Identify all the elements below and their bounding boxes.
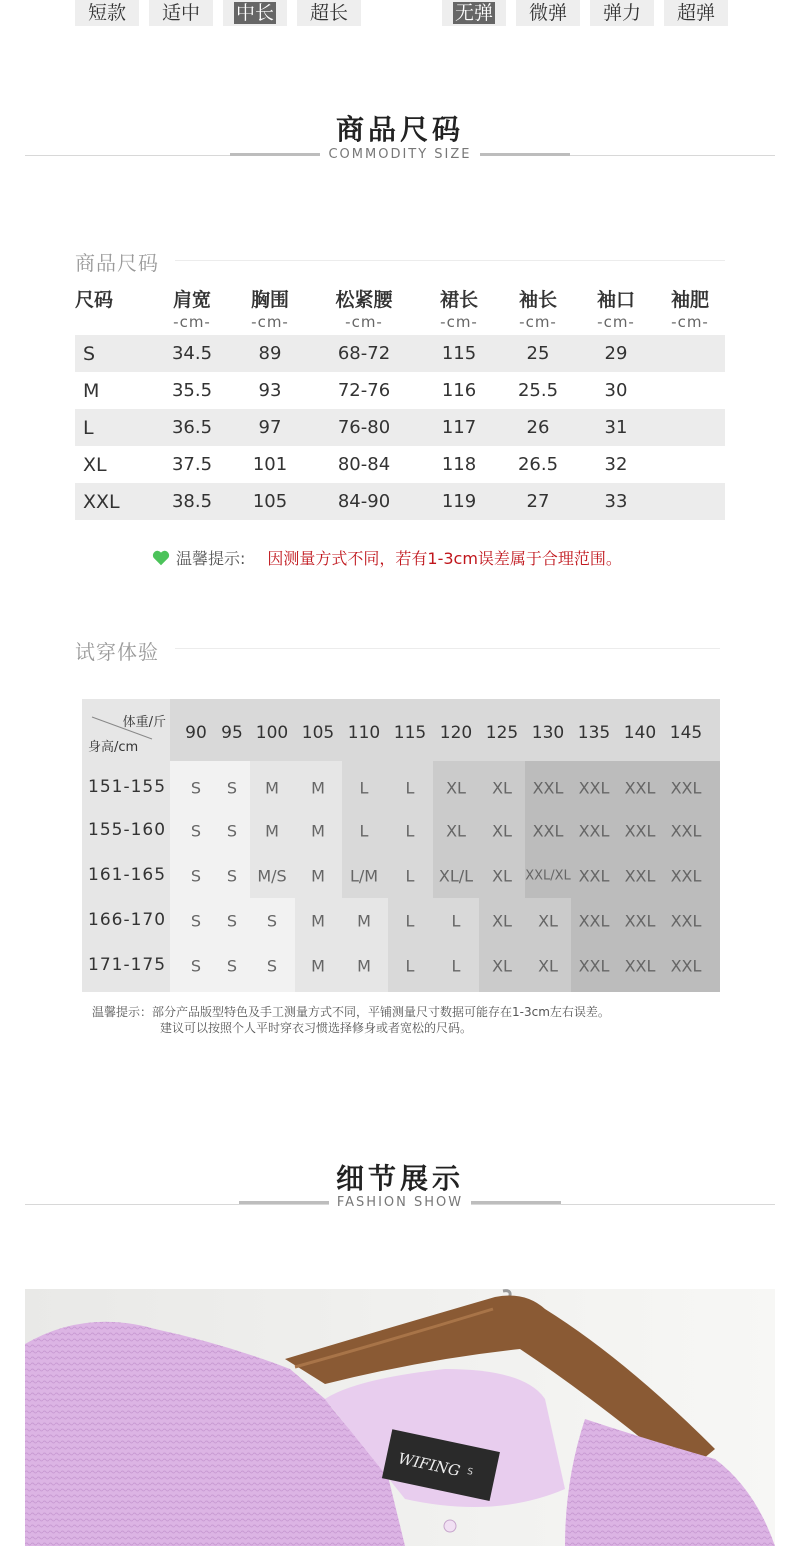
table-cell: 37.5 [171, 454, 213, 475]
size-tip [152, 546, 622, 569]
table-cell: 105 [252, 491, 288, 512]
height-column [82, 761, 170, 992]
tryon-size-cell: XL/L [438, 866, 474, 886]
brand-label-size: S [466, 1466, 474, 1478]
tryon-size-cell: XXL [624, 821, 656, 841]
tryon-size-cell: XXL [532, 821, 564, 841]
size-header-unit: -cm- [345, 313, 383, 331]
weight-header [170, 699, 720, 761]
height-axis-label: 身高/cm [88, 740, 139, 755]
size-header-unit: -cm- [519, 313, 557, 331]
tryon-size-cell: XXL [670, 821, 702, 841]
tryon-size-cell: L [359, 821, 369, 841]
tryon-size-cell: S [226, 911, 238, 931]
table-cell: 36.5 [171, 417, 213, 438]
tryon-size-cell: L [405, 866, 415, 886]
table-cell: 31 [604, 417, 628, 438]
height-label: 171-175 [88, 955, 167, 975]
weight-label: 105 [301, 723, 335, 743]
table-cell: 35.5 [171, 380, 213, 401]
tryon-size-cell: L [405, 778, 415, 798]
elastic-option-label: 微弹 [528, 2, 567, 24]
tryon-size-cell: M [311, 821, 325, 841]
tryon-size-cell: XXL [624, 778, 656, 798]
size-header-label: 尺码 [75, 289, 114, 311]
table-cell: 25 [526, 343, 550, 364]
size-header-unit: -cm- [671, 313, 709, 331]
tryon-size-cell: XXL [578, 866, 610, 886]
size-header-unit: -cm- [173, 313, 211, 331]
corner-label [82, 699, 170, 761]
tryon-size-cell: XXL [670, 911, 702, 931]
weight-label: 125 [485, 723, 519, 743]
table-cell: 32 [604, 454, 628, 475]
table-cell: 33 [604, 491, 628, 512]
size-header-label: 肩宽 [172, 289, 211, 311]
weight-label: 140 [623, 723, 657, 743]
tryon-size-cell: S [190, 956, 202, 976]
table-cell: 118 [441, 454, 477, 475]
size-table [75, 287, 725, 520]
tryon-size-cell: M [357, 911, 371, 931]
tryon-tip [92, 1004, 610, 1036]
tryon-size-cell: L/M [349, 866, 379, 886]
weight-label: 145 [669, 723, 703, 743]
length-option [223, 0, 287, 26]
dress-on-hanger-image [25, 1289, 775, 1546]
tryon-title-text: 试穿体验 [75, 640, 159, 664]
weight-axis-label: 体重/斤 [122, 715, 166, 730]
table-cell: XL [83, 453, 107, 476]
table-cell: 27 [526, 491, 550, 512]
table-cell: 89 [258, 343, 282, 364]
tryon-size-cell: XXL [578, 778, 610, 798]
tryon-size-cell: S [226, 956, 238, 976]
weight-label: 115 [393, 723, 427, 743]
tryon-size-cell: XXL [624, 956, 656, 976]
size-table-title-text: 商品尺码 [75, 251, 159, 275]
size-header-cell [153, 287, 231, 335]
length-option [149, 0, 213, 26]
tryon-size-cell: XL [446, 821, 466, 841]
size-header-cell [419, 287, 499, 335]
elastic-option [664, 0, 728, 26]
tryon-tip-line2: 建议可以按照个人平时穿衣习惯选择修身或者宽松的尺码。 [160, 1021, 473, 1035]
size-header-label: 松紧腰 [335, 289, 393, 311]
tryon-size-cell: L [451, 911, 461, 931]
table-cell: 117 [441, 417, 477, 438]
table-row [75, 409, 725, 446]
tryon-size-cell: M [311, 956, 325, 976]
tryon-size-cell: XL [492, 778, 512, 798]
tryon-size-cell: S [226, 866, 238, 886]
table-cell: 93 [258, 380, 282, 401]
table-cell: 116 [441, 380, 477, 401]
size-header-cell [309, 287, 419, 335]
size-header-label: 袖肥 [670, 289, 709, 311]
tryon-size-cell: L [359, 778, 369, 798]
elastic-option [590, 0, 654, 26]
tryon-tip-line1: 温馨提示：部分产品版型特色及手工测量方式不同，平铺测量尺寸数据可能存在1-3cm左右误差。 [92, 1005, 610, 1019]
section-title: 细节展示 [335, 1162, 464, 1195]
tryon-size-cell: M [265, 778, 279, 798]
tryon-size-cell: S [226, 778, 238, 798]
size-header-cell [499, 287, 577, 335]
table-cell: 84-90 [337, 491, 391, 512]
elastic-options [442, 0, 728, 26]
size-table-header [75, 287, 725, 335]
table-row [75, 372, 725, 409]
size-header-label: 袖长 [518, 289, 557, 311]
tryon-size-cell: M [265, 821, 279, 841]
length-option [297, 0, 361, 26]
table-cell: S [83, 342, 96, 365]
tryon-size-cell: XXL [624, 866, 656, 886]
tryon-size-cell: M [357, 956, 371, 976]
section-header-size [25, 108, 775, 168]
height-label: 155-160 [88, 820, 167, 840]
table-cell: 80-84 [337, 454, 391, 475]
table-cell: XXL [83, 490, 120, 513]
table-row [75, 483, 725, 520]
section-title: 商品尺码 [335, 113, 464, 146]
tryon-size-cell: XXL [624, 911, 656, 931]
table-cell: 38.5 [171, 491, 213, 512]
tryon-size-cell: XXL [670, 866, 702, 886]
tryon-size-cell: XL [538, 911, 558, 931]
tryon-size-cell: XXL [670, 956, 702, 976]
height-label: 151-155 [88, 777, 167, 797]
length-options [75, 0, 361, 26]
tryon-size-cell: M/S [257, 866, 287, 886]
size-table-body [75, 335, 725, 520]
length-option-label: 超长 [309, 2, 348, 24]
elastic-option-label: 弹力 [602, 2, 641, 24]
tryon-size-cell: XXL [578, 956, 610, 976]
tip-message: 因测量方式不同，若有1-3cm误差属于合理范围。 [267, 549, 622, 568]
weight-label: 120 [439, 723, 473, 743]
length-option-label: 短款 [87, 2, 126, 24]
height-label: 166-170 [88, 910, 167, 930]
elastic-option-label: 无弹 [454, 2, 493, 24]
table-cell: 76-80 [337, 417, 391, 438]
table-cell: 34.5 [171, 343, 213, 364]
tryon-size-cell: XXL [578, 821, 610, 841]
tryon-size-cell: M [311, 911, 325, 931]
size-header-label: 袖口 [596, 289, 635, 311]
tryon-size-cell: XL [492, 956, 512, 976]
length-option-label: 中长 [235, 2, 274, 24]
table-cell: 72-76 [337, 380, 391, 401]
tryon-size-cell: XL [492, 911, 512, 931]
size-header-cell [577, 287, 655, 335]
section-header-detail [25, 1157, 775, 1217]
table-cell: L [83, 416, 94, 439]
tryon-size-cell: XL [538, 956, 558, 976]
tryon-size-cell: XXL/XL [525, 868, 571, 884]
table-row [75, 335, 725, 372]
weight-label: 130 [531, 723, 565, 743]
size-header-label: 胸围 [250, 289, 289, 311]
heart-icon [152, 549, 170, 567]
elastic-option-label: 超弹 [676, 2, 715, 24]
weight-label: 95 [221, 723, 243, 743]
length-option [75, 0, 139, 26]
tryon-size-cell: L [405, 911, 415, 931]
length-option-label: 适中 [161, 2, 200, 24]
tryon-size-cell: S [190, 911, 202, 931]
table-cell: 26 [526, 417, 550, 438]
tryon-size-cell: L [405, 821, 415, 841]
table-cell: 68-72 [337, 343, 391, 364]
table-cell: 30 [604, 380, 628, 401]
weight-label: 110 [347, 723, 381, 743]
elastic-option [516, 0, 580, 26]
tryon-size-cell: S [190, 866, 202, 886]
tryon-size-cell: L [451, 956, 461, 976]
tryon-size-cell: S [226, 821, 238, 841]
table-cell: 26.5 [517, 454, 559, 475]
size-header-cell [655, 287, 725, 335]
tryon-size-cell: XL [492, 821, 512, 841]
table-cell: 97 [258, 417, 282, 438]
size-header-label: 裙长 [439, 289, 478, 311]
tryon-title [75, 636, 159, 665]
tryon-size-cell: XXL [578, 911, 610, 931]
section-subtitle: FASHION SHOW [329, 1195, 471, 1210]
size-header-cell [231, 287, 309, 335]
table-cell: 119 [441, 491, 477, 512]
table-cell: 101 [252, 454, 288, 475]
tryon-size-cell: S [190, 778, 202, 798]
tryon-size-cell: S [266, 956, 278, 976]
table-cell: 29 [604, 343, 628, 364]
tryon-chart [82, 699, 720, 992]
table-cell: 115 [441, 343, 477, 364]
weight-label: 100 [255, 723, 289, 743]
tryon-size-cell: L [405, 956, 415, 976]
tryon-size-cell: XXL [670, 778, 702, 798]
table-row [75, 446, 725, 483]
height-label: 161-165 [88, 865, 167, 885]
weight-label: 135 [577, 723, 611, 743]
elastic-option [442, 0, 506, 26]
product-photo [25, 1289, 775, 1546]
size-header-unit: -cm- [597, 313, 635, 331]
table-cell: M [83, 379, 100, 402]
table-cell: 25.5 [517, 380, 559, 401]
tryon-size-cell: XL [446, 778, 466, 798]
section-subtitle: COMMODITY SIZE [320, 147, 479, 162]
size-header-cell [75, 287, 153, 335]
tryon-size-cell: M [311, 778, 325, 798]
tryon-size-cell: S [190, 821, 202, 841]
tryon-size-cell: XL [492, 866, 512, 886]
size-table-title [75, 247, 159, 276]
brand-label-text: WIFING [396, 1449, 462, 1481]
weight-label: 90 [185, 723, 207, 743]
size-header-unit: -cm- [440, 313, 478, 331]
tryon-size-cell: S [266, 911, 278, 931]
tryon-size-cell: M [311, 866, 325, 886]
tip-label: 温馨提示: [176, 549, 246, 568]
size-header-unit: -cm- [251, 313, 289, 331]
tryon-size-cell: XXL [532, 778, 564, 798]
